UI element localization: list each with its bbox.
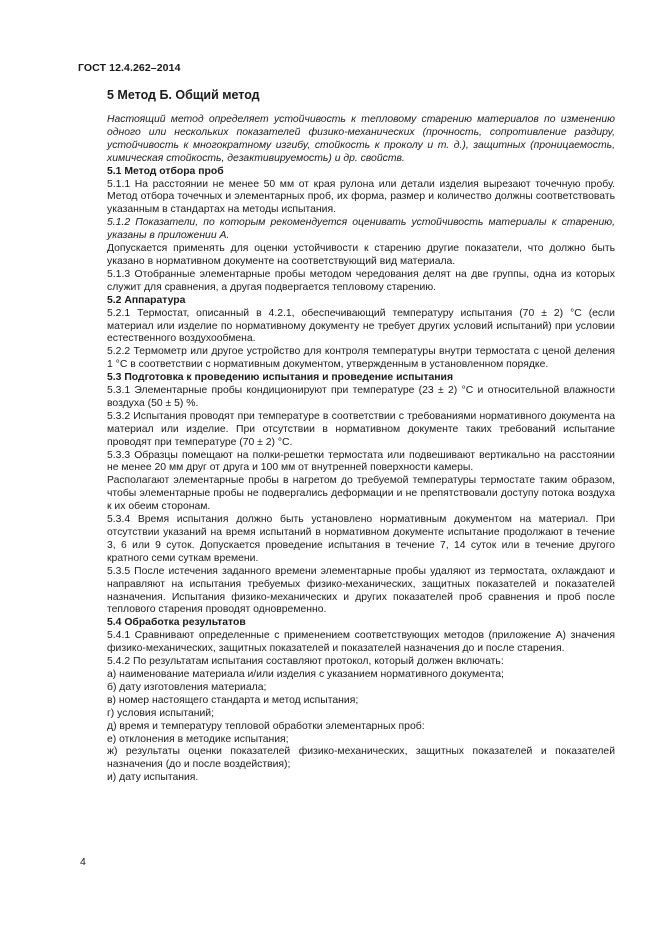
paragraph-5-3-3: 5.3.3 Образцы помещают на полки-решетки термостата или подвешивают вертикально на расстоянии не менее 20 мм друг от друга и 100 мм от внутренней поверхности камеры. bbox=[107, 449, 615, 474]
list-item: г) условия испытаний; bbox=[107, 707, 214, 719]
paragraph-5-1-2: 5.1.2 Показатели, по которым рекомендуется оценивать устойчивость материалы к старению, указаны в приложении А. bbox=[107, 217, 615, 242]
subsection-heading-5-3: 5.3 Подготовка к проведению испытания и проведение испытания bbox=[107, 372, 454, 384]
paragraph-5-2-1: 5.2.1 Термостат, описанный в 4.2.1, обеспечивающий температуру испытания (70 ± 2) °С (если материал или изделие по нормативному документу не требует других условий испытаний) при условии естественного воздухообмена. bbox=[107, 307, 615, 345]
paragraph-5-2-2: 5.2.2 Термометр или другое устройство для контроля температуры внутри термостата с ценой деления 1 °С в соответствии с нормативным документом, утвержденным в установленном порядке. bbox=[107, 346, 615, 371]
list-item: б) дату изготовления материала; bbox=[107, 681, 267, 693]
paragraph-5-3-1: 5.3.1 Элементарные пробы кондиционируют при температуре (23 ± 2) °С и относительной влажности воздуха (50 ± 5) %. bbox=[107, 385, 615, 409]
paragraph-5-3-5: 5.3.5 После истечения заданного времени элементарные пробы удаляют из термостата, охлаждают и направляют на испытания требуемых физико-механических, защитных показателей и показателей назначения. Испытания физико-механических и других показателей проб сравнения и проб после теплового старения проводят одновременно. bbox=[107, 565, 615, 616]
list-item: и) дату испытания. bbox=[107, 772, 199, 784]
page-number: 4 bbox=[80, 856, 86, 868]
standard-header: ГОСТ 12.4.262–2014 bbox=[78, 62, 181, 74]
list-item: д) время и температуру тепловой обработки элементарных проб: bbox=[107, 720, 425, 732]
subsection-heading-5-1: 5.1 Метод отбора проб bbox=[107, 165, 224, 177]
list-item: е) отклонения в методике испытания; bbox=[107, 733, 289, 745]
paragraph-5-1-3: 5.1.3 Отобранные элементарные пробы методом чередования делят на две группы, одна из которых служит для сравнения, а другая подвергается тепловому старению. bbox=[107, 268, 615, 293]
paragraph-5-3-2: 5.3.2 Испытания проводят при температуре в соответствии с требованиями нормативного документа на материал или изделие. При отсутствии в нормативном документе таких требований испытание проводят при температуре (70 ± 2) °С. bbox=[107, 410, 615, 448]
subsection-heading-5-2: 5.2 Аппаратура bbox=[107, 294, 186, 306]
paragraph-5-1-2-note: Допускается применять для оценки устойчивости к старению другие показатели, что должно быть указано в нормативном документе на соответствующий вид материала. bbox=[107, 243, 615, 267]
intro-paragraph: Настоящий метод определяет устойчивость к тепловому старению материалов по изменению одного или нескольких показателей физико-механических (прочность, сопротивление раздиру, устойчивость к многократному изгибу, стойкость к проколу и т. д.), защитных (проницаемость, химическая стойкость, дезактивируемость) и др. свойств. bbox=[107, 114, 615, 164]
list-item: ж) результаты оценки показателей физико-механических, защитных показателей и показателей назначения (до и после воздействия); bbox=[107, 746, 615, 771]
paragraph-5-4-1: 5.4.1 Сравнивают определенные с применением соответствующих методов (приложение А) значения физико-механических, защитных показателей и показателей назначения до и после старения. bbox=[107, 630, 615, 655]
list-item: в) номер настоящего стандарта и метод испытания; bbox=[107, 694, 359, 706]
subsection-heading-5-4: 5.4 Обработка результатов bbox=[107, 617, 246, 629]
section-title: 5 Метод Б. Общий метод bbox=[107, 88, 260, 102]
paragraph-5-1-1: 5.1.1 На расстоянии не менее 50 мм от края рулона или детали изделия вырезают точечную пробу. Метод отбора точечных и элементарных проб, их форма, размер и количество должны соответствовать указанным в стандартах на методы испытания. bbox=[107, 178, 615, 216]
paragraph-5-3-4: 5.3.4 Время испытания должно быть установлено нормативным документом на материал. При отсутствии указаний на время испытаний в нормативном документе испытание продолжают в течение 3, 6 или 9 суток. Допускается проведение испытания в течение 7, 14 суток или в течение другого кратного семи суткам времени. bbox=[107, 514, 615, 564]
paragraph-5-4-2: 5.4.2 По результатам испытания составляют протокол, который должен включать: bbox=[107, 656, 504, 668]
list-item: а) наименование материала и/или изделия с указанием нормативного документа; bbox=[107, 668, 504, 680]
body-text bbox=[107, 114, 615, 785]
paragraph-5-3-3-note: Располагают элементарные пробы в нагретом до требуемой температуры термостате таким образом, чтобы элементарные пробы не подвергались деформации и не препятствовали доступу потока воздуха к их обеим сторонам. bbox=[107, 475, 615, 513]
